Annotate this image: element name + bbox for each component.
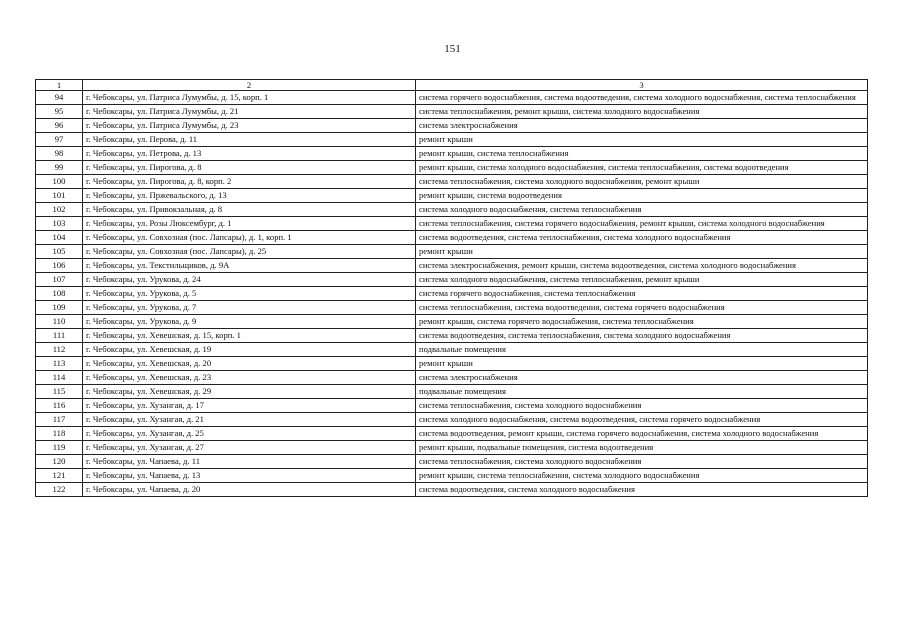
row-number: 106 [36,259,83,273]
address-cell: г. Чебоксары, ул. Пржевальского, д. 13 [83,189,416,203]
works-cell: ремонт крыши, система холодного водоснабжения, система теплоснабжения, система водоотведения [416,161,868,175]
address-cell: г. Чебоксары, ул. Хузангая, д. 25 [83,427,416,441]
address-cell: г. Чебоксары, ул. Текстильщиков, д. 9А [83,259,416,273]
works-cell: система электроснабжения [416,371,868,385]
works-cell: подвальные помещения [416,343,868,357]
address-cell: г. Чебоксары, ул. Розы Люксембург, д. 1 [83,217,416,231]
address-cell: г. Чебоксары, ул. Хузангая, д. 27 [83,441,416,455]
row-number: 110 [36,315,83,329]
row-number: 119 [36,441,83,455]
row-number: 115 [36,385,83,399]
table-row [36,273,868,287]
row-number: 114 [36,371,83,385]
address-cell: г. Чебоксары, ул. Хевешская, д. 29 [83,385,416,399]
table-row [36,203,868,217]
works-cell: система холодного водоснабжения, система водоотведения, система горячего водоснабжения [416,413,868,427]
table-row [36,245,868,259]
row-number: 121 [36,469,83,483]
address-cell: г. Чебоксары, ул. Хевешская, д. 19 [83,343,416,357]
table-row [36,231,868,245]
works-cell: система водоотведения, система теплоснабжения, система холодного водоснабжения [416,231,868,245]
address-cell: г. Чебоксары, ул. Чапаева, д. 13 [83,469,416,483]
address-cell: г. Чебоксары, ул. Патриса Лумумбы, д. 23 [83,119,416,133]
table-row [36,357,868,371]
works-cell: ремонт крыши, подвальные помещения, система водоотведения [416,441,868,455]
address-cell: г. Чебоксары, ул. Перова, д. 11 [83,133,416,147]
column-header: 2 [83,80,416,91]
address-cell: г. Чебоксары, ул. Патриса Лумумбы, д. 15, корп. 1 [83,91,416,105]
row-number: 97 [36,133,83,147]
table-row [36,329,868,343]
works-cell: система водоотведения, система теплоснабжения, система холодного водоснабжения [416,329,868,343]
works-cell: система электроснабжения [416,119,868,133]
address-cell: г. Чебоксары, ул. Совхозная (пос. Лапсары), д. 1, корп. 1 [83,231,416,245]
works-cell: система горячего водоснабжения, система водоотведения, система холодного водоснабжения, система теплоснабжения [416,91,868,105]
table-row [36,427,868,441]
address-cell: г. Чебоксары, ул. Хузангая, д. 21 [83,413,416,427]
row-number: 117 [36,413,83,427]
table-row [36,483,868,497]
table-body [36,91,868,497]
table-row [36,385,868,399]
table-row [36,147,868,161]
table-row [36,161,868,175]
table-header-row [36,80,868,91]
row-number: 104 [36,231,83,245]
works-cell: система теплоснабжения, ремонт крыши, система холодного водоснабжения [416,105,868,119]
page-number: 151 [444,43,461,55]
row-number: 116 [36,399,83,413]
table-row [36,119,868,133]
table-row [36,189,868,203]
table-row [36,259,868,273]
address-cell: г. Чебоксары, ул. Привокзальная, д. 8 [83,203,416,217]
works-cell: система теплоснабжения, система холодного водоснабжения, ремонт крыши [416,175,868,189]
address-cell: г. Чебоксары, ул. Чапаева, д. 11 [83,455,416,469]
works-cell: ремонт крыши, система водоотведения [416,189,868,203]
row-number: 105 [36,245,83,259]
table-row [36,469,868,483]
works-cell: подвальные помещения [416,385,868,399]
table-row [36,217,868,231]
row-number: 100 [36,175,83,189]
table-row [36,287,868,301]
row-number: 95 [36,105,83,119]
works-cell: система теплоснабжения, система холодного водоснабжения [416,455,868,469]
table-row [36,175,868,189]
works-cell: система водоотведения, ремонт крыши, система горячего водоснабжения, система холодного водоснабжения [416,427,868,441]
table-row [36,315,868,329]
address-cell: г. Чебоксары, ул. Петрова, д. 13 [83,147,416,161]
address-cell: г. Чебоксары, ул. Хузангая, д. 17 [83,399,416,413]
address-cell: г. Чебоксары, ул. Урукова, д. 5 [83,287,416,301]
address-cell: г. Чебоксары, ул. Хевешская, д. 15, корп. 1 [83,329,416,343]
table-row [36,343,868,357]
table-row [36,413,868,427]
address-cell: г. Чебоксары, ул. Хевешская, д. 20 [83,357,416,371]
works-cell: система холодного водоснабжения, система теплоснабжения, ремонт крыши [416,273,868,287]
table-row [36,105,868,119]
row-number: 109 [36,301,83,315]
works-cell: система электроснабжения, ремонт крыши, система водоотведения, система холодного водоснабжения [416,259,868,273]
works-cell: ремонт крыши [416,133,868,147]
row-number: 107 [36,273,83,287]
works-cell: ремонт крыши, система теплоснабжения [416,147,868,161]
table-row [36,133,868,147]
works-cell: ремонт крыши, система теплоснабжения, система холодного водоснабжения [416,469,868,483]
table-row [36,399,868,413]
table-row [36,301,868,315]
row-number: 120 [36,455,83,469]
address-cell: г. Чебоксары, ул. Пирогова, д. 8 [83,161,416,175]
table-row [36,371,868,385]
address-cell: г. Чебоксары, ул. Патриса Лумумбы, д. 21 [83,105,416,119]
row-number: 118 [36,427,83,441]
row-number: 102 [36,203,83,217]
table-row [36,91,868,105]
row-number: 101 [36,189,83,203]
works-table [35,79,868,497]
address-cell: г. Чебоксары, ул. Чапаева, д. 20 [83,483,416,497]
works-cell: ремонт крыши, система горячего водоснабжения, система теплоснабжения [416,315,868,329]
row-number: 99 [36,161,83,175]
address-cell: г. Чебоксары, ул. Урукова, д. 9 [83,315,416,329]
row-number: 111 [36,329,83,343]
address-cell: г. Чебоксары, ул. Хевешская, д. 23 [83,371,416,385]
address-cell: г. Чебоксары, ул. Урукова, д. 24 [83,273,416,287]
works-cell: система холодного водоснабжения, система теплоснабжения [416,203,868,217]
works-cell: ремонт крыши [416,245,868,259]
address-cell: г. Чебоксары, ул. Пирогова, д. 8, корп. 2 [83,175,416,189]
works-cell: система теплоснабжения, система горячего водоснабжения, ремонт крыши, система холодного водоснабжения [416,217,868,231]
column-header: 1 [36,80,83,91]
address-cell: г. Чебоксары, ул. Совхозная (пос. Лапсары), д. 25 [83,245,416,259]
address-cell: г. Чебоксары, ул. Урукова, д. 7 [83,301,416,315]
row-number: 108 [36,287,83,301]
works-cell: ремонт крыши [416,357,868,371]
row-number: 96 [36,119,83,133]
table-row [36,455,868,469]
row-number: 122 [36,483,83,497]
works-cell: система теплоснабжения, система водоотведения, система горячего водоснабжения [416,301,868,315]
column-header: 3 [416,80,868,91]
works-cell: система водоотведения, система холодного водоснабжения [416,483,868,497]
works-cell: система теплоснабжения, система холодного водоснабжения [416,399,868,413]
row-number: 94 [36,91,83,105]
works-cell: система горячего водоснабжения, система теплоснабжения [416,287,868,301]
row-number: 113 [36,357,83,371]
row-number: 98 [36,147,83,161]
row-number: 103 [36,217,83,231]
row-number: 112 [36,343,83,357]
table-row [36,441,868,455]
